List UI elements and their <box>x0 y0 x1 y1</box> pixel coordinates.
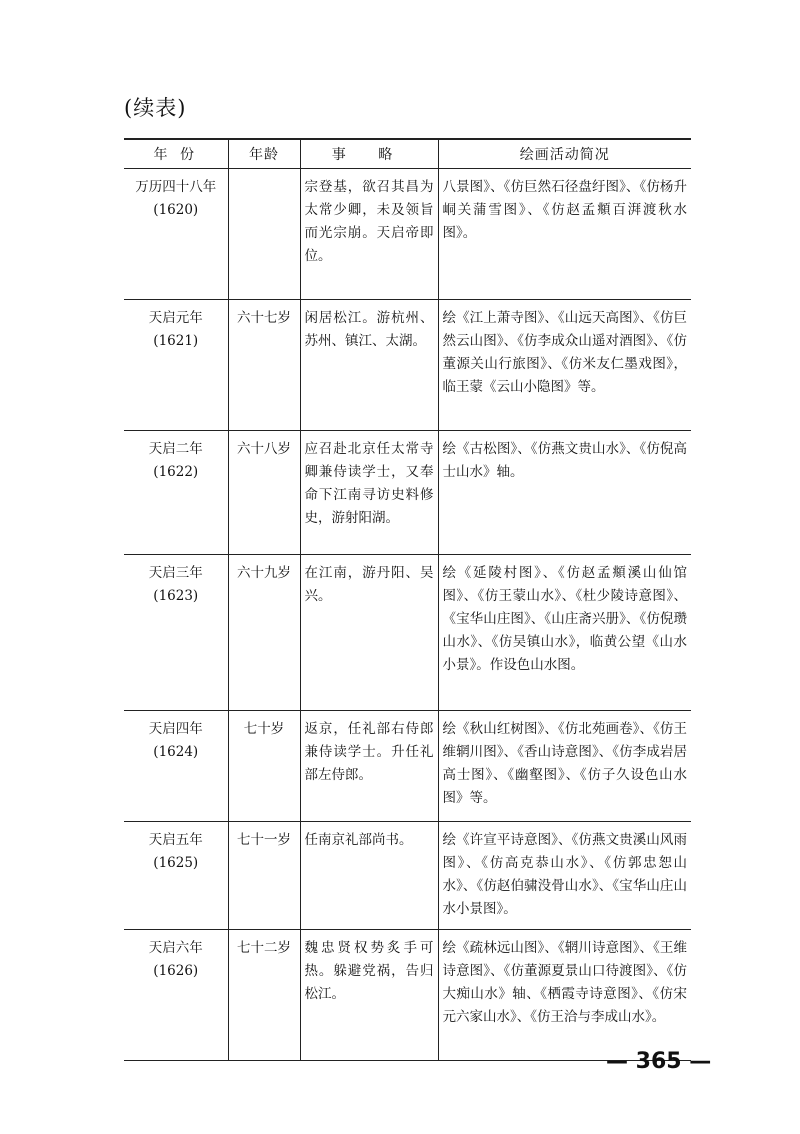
events-cell: 闲居松江。游杭州、苏州、镇江、太湖。 <box>300 300 438 431</box>
age-cell: 六十八岁 <box>228 431 300 555</box>
era-name: 天启二年 <box>148 441 203 457</box>
year-ad: (1625) <box>153 855 199 871</box>
activity-cell: 绘《疏林远山图》、《辋川诗意图》、《王维诗意图》、《仿董源夏景山口待渡图》、《仿大痴山水》轴、《栖霞寺诗意图》、《仿宋元六家山水》、《仿王洽与李成山水》。 <box>438 930 691 1061</box>
era-name: 天启五年 <box>148 832 203 848</box>
table-row <box>124 822 691 930</box>
header-activity: 绘画活动简况 <box>438 139 691 169</box>
table-row <box>124 555 691 711</box>
activity-cell: 绘《延陵村图》、《仿赵孟頫溪山仙馆图》、《仿王蒙山水》、《杜少陵诗意图》、《宝华山庄图》、《山庄斋兴册》、《仿倪瓒山水》、《仿吴镇山水》，临黄公望《山水小景》。作设色山水图。 <box>438 555 691 711</box>
table-row <box>124 169 691 300</box>
events-cell: 在江南，游丹阳、吴兴。 <box>300 555 438 711</box>
table-row <box>124 300 691 431</box>
age-cell <box>228 169 300 300</box>
table-row <box>124 431 691 555</box>
table-row <box>124 930 691 1061</box>
year-cell <box>124 930 228 1061</box>
age-cell: 七十二岁 <box>228 930 300 1061</box>
age-cell: 六十九岁 <box>228 555 300 711</box>
activity-cell: 绘《秋山红树图》、《仿北苑画卷》、《仿王维辋川图》、《香山诗意图》、《仿李成岩居高士图》、《幽壑图》、《仿子久设色山水图》等。 <box>438 711 691 822</box>
era-name: 天启元年 <box>148 310 203 326</box>
year-cell <box>124 822 228 930</box>
events-cell: 宗登基，欲召其昌为太常少卿，未及领旨而光宗崩。天启帝即位。 <box>300 169 438 300</box>
table-row <box>124 711 691 822</box>
age-cell: 七十一岁 <box>228 822 300 930</box>
page-number: — 365 — <box>606 1049 712 1074</box>
year-cell <box>124 555 228 711</box>
era-name: 天启六年 <box>148 940 203 956</box>
year-ad: (1622) <box>153 464 199 480</box>
era-name: 天启三年 <box>148 565 203 581</box>
year-cell <box>124 431 228 555</box>
year-ad: (1621) <box>153 333 199 349</box>
year-ad: (1624) <box>153 744 199 760</box>
events-cell: 任南京礼部尚书。 <box>300 822 438 930</box>
header-age: 年龄 <box>228 139 300 169</box>
activity-cell: 绘《古松图》、《仿燕文贵山水》、《仿倪高士山水》轴。 <box>438 431 691 555</box>
age-cell: 七十岁 <box>228 711 300 822</box>
year-cell <box>124 300 228 431</box>
year-ad: (1620) <box>153 202 199 218</box>
events-cell: 魏忠贤权势炙手可热。躲避党祸，告归松江。 <box>300 930 438 1061</box>
table-header-row <box>124 139 691 169</box>
age-cell: 六十七岁 <box>228 300 300 431</box>
activity-cell: 八景图》、《仿巨然石径盘纡图》、《仿杨升峒关蒲雪图》、《仿赵孟頫百湃渡秋水图》。 <box>438 169 691 300</box>
continued-label: (续表) <box>124 96 187 120</box>
events-cell: 应召赴北京任太常寺卿兼侍读学士，又奉命下江南寻访史料修史，游射阳湖。 <box>300 431 438 555</box>
chronology-table <box>124 138 691 1061</box>
events-cell: 返京，任礼部右侍郎兼侍读学士。升任礼部左侍郎。 <box>300 711 438 822</box>
header-events: 事 略 <box>300 139 438 169</box>
activity-cell: 绘《江上萧寺图》、《山远天高图》、《仿巨然云山图》、《仿李成众山遥对酒图》、《仿董源关山行旅图》、《仿米友仁墨戏图》，临王蒙《云山小隐图》等。 <box>438 300 691 431</box>
era-name: 万历四十八年 <box>135 179 217 195</box>
year-cell <box>124 711 228 822</box>
year-cell <box>124 169 228 300</box>
era-name: 天启四年 <box>148 721 203 737</box>
header-year: 年 份 <box>124 139 228 169</box>
activity-cell: 绘《许宣平诗意图》、《仿燕文贵溪山风雨图》、《仿高克恭山水》、《仿郭忠恕山水》、《仿赵伯骕没骨山水》、《宝华山庄山水小景图》。 <box>438 822 691 930</box>
year-ad: (1626) <box>153 963 199 979</box>
year-ad: (1623) <box>153 588 199 604</box>
